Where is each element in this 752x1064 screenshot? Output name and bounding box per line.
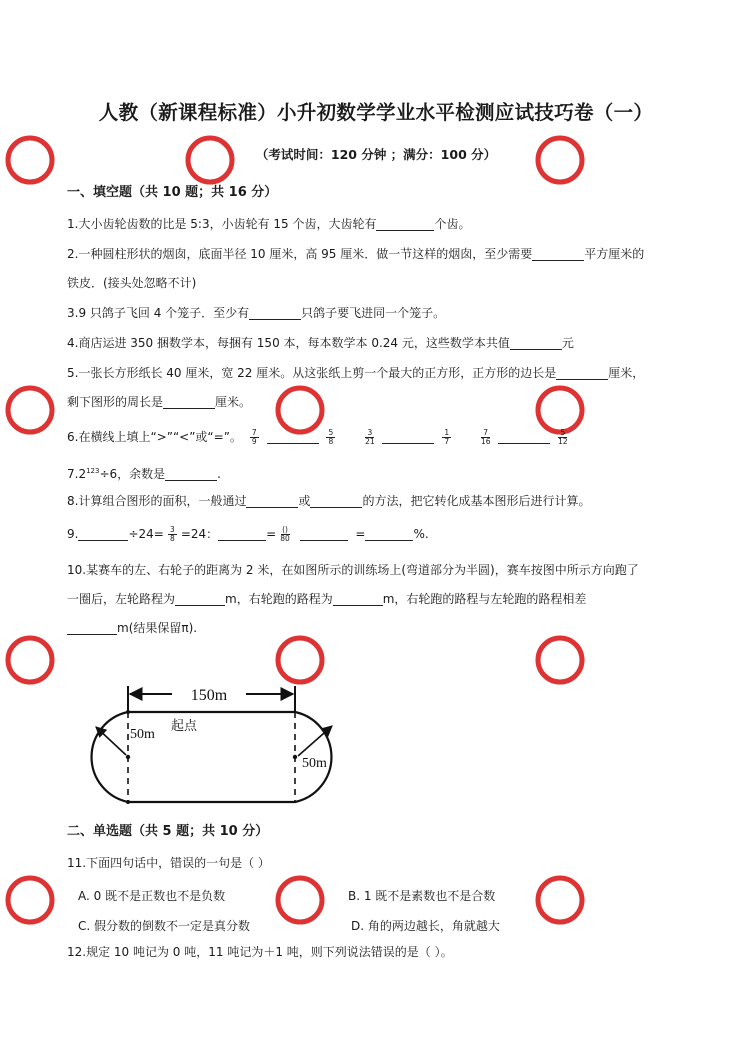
question-8 — [67, 487, 692, 516]
radius-arrow-right — [298, 726, 332, 756]
watermark-logo — [8, 878, 52, 922]
answer-blank[interactable] — [556, 365, 608, 380]
question-5-text-mid: 厘米， — [608, 366, 645, 380]
answer-blank[interactable] — [532, 246, 584, 261]
question-9-number: 9. — [67, 527, 79, 541]
answer-blank[interactable] — [78, 526, 128, 541]
question-5-text-end: 厘米。 — [215, 395, 252, 409]
question-4 — [67, 329, 692, 358]
section-heading-fill-blank: 一、填空题（共 10 题；共 16 分） — [67, 185, 278, 200]
centre-point-right — [293, 755, 297, 759]
answer-blank[interactable] — [67, 620, 117, 635]
fraction: $\frac{7}{9}$ — [250, 429, 259, 446]
answer-blank[interactable] — [498, 429, 550, 444]
fraction: $\frac{3}{8}$ — [168, 526, 177, 543]
question-4-text: 4.商店运进 350 捆数学本，每捆有 150 本，每本数学本 0.24 元，这些数学本共值 — [67, 336, 510, 350]
length-label: 150m — [190, 687, 228, 704]
centre-point-left — [126, 755, 130, 759]
question-7 — [67, 457, 692, 489]
answer-blank[interactable] — [218, 526, 266, 541]
question-2-text: 2.一种圆柱形状的烟囱，底面半径 10 厘米，高 95 厘米．做一节这样的烟囱，至少需要 — [67, 247, 533, 261]
answer-blank[interactable] — [249, 305, 301, 320]
question-2-text-line2: 铁皮．(接头处忽略不计) — [67, 276, 197, 290]
fraction: $\frac{7}{16}$ — [480, 428, 491, 446]
question-7-exponent: 123 — [86, 467, 100, 475]
question-1-text: 1.大小齿轮齿数的比是 5:3，小齿轮有 15 个齿，大齿轮有 — [67, 217, 377, 231]
question-10-text: 10.某赛车的左、右轮子的距离为 2 米，在如图所示的训练场上(弯道部分为半圆)，赛车按图中所示方向跑了 — [67, 563, 639, 577]
watermark-logo — [8, 388, 52, 432]
paper-title: 人教（新课程标准）小升初数学学业水平检测应试技巧卷（一） — [98, 101, 654, 124]
question-10-text: m，右轮跑的路程为 — [225, 592, 333, 606]
question-9-text: = — [266, 527, 277, 541]
question-12 — [67, 938, 692, 967]
question-10-text: 一圈后，左轮路程为 — [67, 592, 176, 606]
question-6 — [67, 423, 692, 452]
question-7-text: ÷6，余数是 — [99, 467, 166, 481]
question-9-text: = — [355, 527, 366, 541]
start-point — [126, 710, 130, 714]
question-11-text: 11.下面四句话中，错误的一句是（ ） — [67, 856, 270, 870]
question-10 — [67, 556, 692, 643]
question-9 — [67, 520, 692, 549]
track-diagram — [70, 672, 370, 817]
question-5-text-line2: 剩下图形的周长是 — [67, 395, 164, 409]
question-8-text: 8.计算组合图形的面积，一般通过 — [67, 494, 247, 508]
answer-blank[interactable] — [310, 493, 362, 508]
question-5-text: 5.一张长方形纸长 40 厘米，宽 22 厘米。从这张纸上剪一个最大的正方形，正方形的边长是 — [67, 366, 557, 380]
question-8-text-or: 或 — [298, 494, 311, 508]
option-c[interactable]: C. 假分数的倒数不一定是真分数 — [78, 919, 251, 933]
answer-blank[interactable] — [365, 526, 413, 541]
question-7-text-end: . — [217, 467, 221, 481]
question-9-text: ÷24= — [128, 527, 164, 541]
question-12-text: 12.规定 10 吨记为 0 吨，11 吨记为＋1 吨，则下列说法错误的是（ ）。 — [67, 945, 453, 959]
option-a[interactable]: A. 0 既不是正数也不是负数 — [78, 889, 226, 903]
start-label: 起点 — [171, 719, 198, 734]
question-3-text: 3.9 只鸽子飞回 4 个笼子．至少有 — [67, 306, 250, 320]
question-2 — [67, 240, 692, 298]
question-11 — [67, 849, 692, 878]
watermark-logo — [538, 878, 582, 922]
question-6-text: 6.在横线上填上“>”“<”或“=”。 — [67, 430, 242, 444]
paper-subtitle: （考试时间：120 分钟 ；满分：100 分） — [255, 147, 497, 162]
question-3-text-end: 只鸽子要飞进同一个笼子。 — [301, 306, 446, 320]
bottom-point — [126, 800, 130, 804]
answer-blank[interactable] — [376, 216, 434, 231]
question-1 — [67, 210, 692, 239]
fraction: $\frac{5}{8}$ — [326, 429, 335, 446]
question-7-base: 7.2 — [67, 467, 87, 481]
watermark-logo — [278, 878, 322, 922]
question-10-text: m，右轮跑的路程与左轮跑的路程相差 — [382, 592, 587, 606]
radius-label-left: 50m — [130, 727, 155, 742]
radius-label-right: 50m — [302, 756, 327, 771]
option-b[interactable]: B. 1 既不是素数也不是合数 — [348, 889, 496, 903]
question-2-text-end: 平方厘米的 — [584, 247, 645, 261]
watermark-logo — [8, 638, 52, 682]
answer-blank[interactable] — [300, 526, 348, 541]
answer-blank[interactable] — [267, 429, 319, 444]
question-3 — [67, 299, 692, 328]
question-8-text-end: 的方法，把它转化成基本图形后进行计算。 — [362, 494, 591, 508]
answer-blank[interactable] — [175, 591, 225, 606]
fraction: $\frac{3}{21}$ — [365, 428, 375, 446]
question-5 — [67, 359, 692, 417]
section-heading-single-choice: 二、单选题（共 5 题；共 10 分） — [67, 824, 269, 839]
answer-blank[interactable] — [333, 591, 383, 606]
question-1-text-end: 个齿。 — [434, 217, 471, 231]
fraction: $\frac{1}{7}$ — [442, 429, 451, 446]
answer-blank[interactable] — [246, 493, 298, 508]
radius-arrow-left — [96, 727, 126, 755]
answer-blank[interactable] — [510, 335, 562, 350]
answer-blank[interactable] — [165, 466, 217, 481]
question-9-text: =24： — [180, 527, 219, 541]
watermark-logo — [538, 638, 582, 682]
answer-blank[interactable] — [382, 429, 434, 444]
answer-blank[interactable] — [163, 394, 215, 409]
option-d[interactable]: D. 角的两边越长，角就越大 — [351, 919, 500, 933]
question-4-text-end: 元 — [561, 336, 574, 350]
question-10-text-end: m(结果保留π). — [117, 621, 198, 635]
fraction: $\frac{5}{12}$ — [558, 428, 568, 446]
fraction: $\frac{()}{80}$ — [280, 525, 290, 543]
question-9-text-end: %. — [413, 527, 429, 541]
